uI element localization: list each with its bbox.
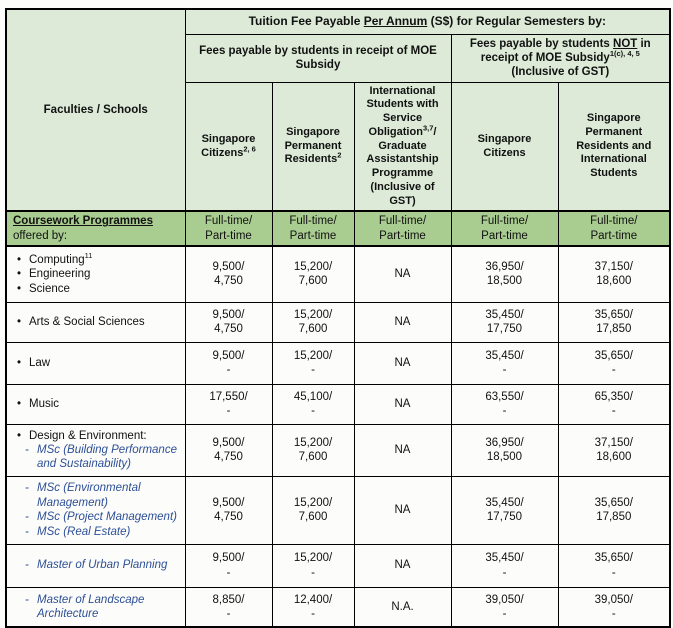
fee-value-cell: [451, 342, 558, 384]
fee-value-cell: [272, 476, 354, 544]
fee-value-cell: [185, 424, 272, 476]
fee-value-line: 4,750: [214, 275, 243, 288]
fee-value-line: 35,450/: [485, 496, 524, 509]
fee-value-cell: [558, 342, 670, 384]
fee-value-line: 15,200/: [293, 308, 333, 321]
fee-value-cell: [558, 424, 670, 476]
fee-value-line: NA: [394, 268, 411, 281]
dash-marker: -: [25, 593, 29, 606]
fee-value-line: 9,500/: [212, 496, 245, 509]
faculties-schools-label: Faculties / Schools: [43, 104, 148, 116]
fee-value-cell: [354, 544, 451, 587]
fee-value-line: -: [502, 405, 507, 418]
fee-value-line: NA: [394, 315, 411, 328]
group-header-moe-subsidy: [185, 34, 451, 82]
table-row: [6, 384, 670, 424]
faculty-name: • Law: [17, 356, 51, 369]
fee-value-line: NA: [394, 559, 411, 572]
fee-value-line: 7,600: [298, 275, 328, 288]
bullet-marker: •: [17, 282, 22, 295]
fee-value-line: NA: [394, 443, 411, 456]
fee-value-cell: [272, 342, 354, 384]
fee-value-cell: [185, 587, 272, 627]
fee-value-line: 7,600: [298, 451, 328, 464]
fee-value-line: 9,500/: [212, 261, 245, 273]
column-header-singapore-citizens-subsidised: Singapore Citizens$^{2, 6}$: [185, 82, 272, 211]
fee-value-line: -: [226, 364, 231, 377]
bullet-marker: •: [17, 356, 22, 369]
dash-marker: -: [25, 511, 29, 524]
fee-value-cell: [354, 342, 451, 384]
fee-value-line: -: [502, 566, 507, 579]
faculty-name: • Science: [17, 282, 70, 295]
fee-value-line: 18,600: [596, 451, 632, 464]
fee-value-line: 18,600: [596, 275, 632, 288]
header-row-title: [6, 9, 670, 34]
group-nonsubsidised-footnote: 1(c), 4, 5: [609, 49, 640, 59]
fee-value-cell: [354, 302, 451, 342]
bullet-marker: •: [17, 315, 22, 328]
fee-value-line: 36,950/: [485, 436, 524, 449]
table-row: [6, 587, 670, 627]
fee-value-cell: [272, 302, 354, 342]
fee-value-line: -: [311, 566, 315, 579]
fee-value-line: 36,950/: [485, 261, 524, 273]
fulltime-parttime-label: Full-time/ Part-time: [272, 211, 354, 246]
fee-value-line: 18,500: [486, 451, 523, 464]
fee-value-line: 35,650/: [594, 308, 633, 321]
fee-value-cell: [451, 544, 558, 587]
group-nonsubsidised-mid: in receipt of MOE Subsidy: [480, 37, 651, 64]
fee-value-cell: [354, 246, 451, 302]
title-text-pre: Tuition Fee Payable: [248, 14, 364, 29]
fee-value-line: 17,850: [596, 511, 632, 524]
column-header-spr-subsidised: Singapore Permanent Residents$^2$: [272, 82, 354, 211]
fee-value-line: 17,850: [596, 323, 632, 336]
programme-name: - MSc (Environmental Management): [25, 482, 141, 509]
offered-by-label: offered by:: [13, 229, 68, 242]
fulltime-parttime-label: Full-time/ Part-time: [558, 211, 670, 246]
fee-value-line: 15,200/: [293, 552, 333, 565]
tuition-fee-sheet: [5, 8, 671, 628]
dash-marker: -: [25, 525, 29, 538]
fulltime-parttime-label: Full-time/ Part-time: [451, 211, 558, 246]
fee-table-body: [6, 246, 670, 627]
coursework-programmes-header: [6, 211, 185, 246]
fee-value-line: 35,450/: [485, 308, 524, 321]
programme-name: - Master of Landscape Architecture: [25, 593, 145, 620]
fee-value-line: 12,400/: [293, 593, 333, 606]
fee-value-line: -: [226, 405, 231, 418]
programme-name: - Master of Urban Planning: [25, 559, 168, 572]
fee-value-cell: [354, 587, 451, 627]
fee-value-line: -: [611, 607, 616, 620]
fulltime-parttime-label: Full-time/ Part-time: [185, 211, 272, 246]
fee-value-line: -: [611, 364, 616, 377]
fee-value-line: 15,200/: [293, 496, 333, 509]
footnote-marker: 2, 6: [243, 143, 256, 153]
fee-value-line: NA: [394, 397, 411, 410]
fee-value-line: -: [311, 405, 315, 418]
fee-value-cell: [185, 246, 272, 302]
group-nonsubsidised-pre: Fees payable by students: [469, 37, 614, 50]
fee-value-line: 37,150/: [594, 261, 633, 273]
fee-value-line: 35,450/: [485, 349, 524, 362]
fee-value-line: -: [311, 364, 315, 377]
faculty-name: • Engineering: [17, 268, 91, 281]
corner-header-faculties-schools: [6, 9, 185, 211]
faculty-name: • Arts & Social Sciences: [17, 315, 145, 328]
fee-value-line: 8,850/: [212, 593, 245, 606]
fee-value-line: 7,600: [298, 323, 328, 336]
fee-value-line: -: [611, 566, 616, 579]
fee-value-cell: [272, 246, 354, 302]
fee-value-cell: [451, 476, 558, 544]
dash-marker: -: [25, 443, 29, 456]
fee-value-cell: [185, 342, 272, 384]
bullet-marker: •: [17, 253, 22, 266]
footnote-marker: 11: [84, 250, 93, 260]
fee-value-cell: [451, 302, 558, 342]
column-header-international-service-obligation: International Students with Service Obligation$^{3,7}$/ Graduate Assistantship Programme (Inclusive of GST): [354, 82, 451, 211]
tuition-fee-table: [5, 8, 671, 628]
dash-marker: -: [25, 482, 29, 495]
fee-value-line: 17,550/: [209, 390, 248, 403]
coursework-programmes-row: [6, 211, 670, 246]
fee-value-cell: [558, 587, 670, 627]
fee-value-line: NA: [394, 356, 411, 369]
title-text-underlined: Per Annum: [363, 14, 428, 29]
fee-value-line: -: [502, 364, 507, 377]
fee-value-cell: [272, 587, 354, 627]
programme-name: - MSc (Building Performance and Sustainability): [25, 443, 177, 471]
group-header-not-moe-subsidy: [451, 34, 670, 82]
column-header-spr-international-nonsubsidised: Singapore Permanent Residents and International Students: [558, 82, 670, 211]
fee-value-line: 65,350/: [594, 390, 633, 403]
fee-value-line: -: [226, 566, 231, 579]
fee-value-line: N.A.: [391, 600, 414, 613]
fee-value-line: 4,750: [214, 451, 243, 464]
fee-value-line: 17,750: [486, 323, 523, 336]
group-nonsubsidised-gst-note: (Inclusive of GST): [511, 66, 610, 79]
table-row: [6, 424, 670, 476]
fee-value-cell: [354, 476, 451, 544]
faculty-cell: [6, 587, 185, 627]
fee-value-line: 45,100/: [293, 390, 333, 403]
faculty-name: • Computing$^{11}$: [17, 250, 93, 266]
fee-value-cell: [558, 246, 670, 302]
faculty-cell: [6, 544, 185, 587]
programme-name: - MSc (Real Estate): [25, 525, 131, 538]
fee-value-cell: [185, 476, 272, 544]
faculty-cell: [6, 342, 185, 384]
fee-value-line: 35,650/: [594, 552, 633, 565]
fee-value-line: 15,200/: [293, 261, 333, 273]
fee-value-cell: [272, 384, 354, 424]
fee-value-cell: [558, 476, 670, 544]
bullet-marker: •: [17, 429, 22, 442]
footnote-marker: 2: [337, 150, 342, 160]
fee-value-line: 9,500/: [212, 308, 245, 321]
footnote-marker: 3,7: [422, 123, 434, 133]
group-nonsubsidised-underlined: NOT: [613, 37, 638, 50]
fee-value-line: 9,500/: [212, 349, 245, 362]
fee-value-line: 15,200/: [293, 349, 333, 362]
fee-value-line: 37,150/: [594, 436, 633, 449]
fee-value-cell: [558, 384, 670, 424]
fee-value-cell: [354, 424, 451, 476]
fee-value-line: 9,500/: [212, 552, 245, 565]
fee-value-line: 39,050/: [594, 593, 633, 606]
column-header-singapore-citizens-nonsubsidised: Singapore Citizens: [451, 82, 558, 211]
faculty-name: • Music: [17, 397, 60, 410]
fee-value-cell: [558, 544, 670, 587]
fee-value-cell: [451, 424, 558, 476]
fee-value-line: 4,750: [214, 323, 243, 336]
fee-value-cell: [185, 302, 272, 342]
fee-value-line: 7,600: [298, 511, 328, 524]
title-text-post: (S$) for Regular Semesters by:: [427, 14, 606, 29]
table-row: [6, 342, 670, 384]
faculty-cell: [6, 424, 185, 476]
fee-value-line: NA: [394, 503, 411, 516]
fee-value-line: 35,450/: [485, 552, 524, 565]
bullet-marker: •: [17, 397, 22, 410]
table-row: [6, 476, 670, 544]
faculty-cell: [6, 384, 185, 424]
fee-value-cell: [272, 544, 354, 587]
fee-value-line: -: [611, 405, 616, 418]
fee-value-line: -: [311, 607, 315, 620]
fee-value-line: -: [226, 607, 231, 620]
fee-value-line: 35,650/: [594, 496, 633, 509]
fee-value-line: 15,200/: [293, 436, 333, 449]
fee-value-cell: [451, 246, 558, 302]
programme-name: - MSc (Project Management): [25, 511, 177, 524]
fee-value-cell: [354, 384, 451, 424]
fee-value-cell: [451, 384, 558, 424]
fee-value-line: 17,750: [486, 511, 523, 524]
table-row: [6, 544, 670, 587]
coursework-programmes-label: Coursework Programmes: [13, 215, 153, 228]
dash-marker: -: [25, 559, 29, 572]
fee-value-line: -: [502, 607, 507, 620]
fee-value-cell: [558, 302, 670, 342]
fee-value-line: 39,050/: [485, 593, 524, 606]
group-subsidised-label: Fees payable by students in receipt of MOE Subsidy: [199, 44, 437, 72]
faculty-cell: [6, 476, 185, 544]
faculty-cell: [6, 302, 185, 342]
bullet-marker: •: [17, 268, 22, 281]
fee-value-cell: [185, 384, 272, 424]
fee-value-cell: [272, 424, 354, 476]
table-title: [185, 9, 670, 34]
fee-value-line: 4,750: [214, 511, 243, 524]
fulltime-parttime-label: Full-time/ Part-time: [354, 211, 451, 246]
faculty-cell: [6, 246, 185, 302]
table-row: [6, 302, 670, 342]
fee-value-line: 9,500/: [212, 436, 245, 449]
table-row: [6, 246, 670, 302]
fee-value-cell: [451, 587, 558, 627]
fee-value-line: 63,550/: [485, 390, 524, 403]
fee-value-line: 35,650/: [594, 349, 633, 362]
fee-value-line: 18,500: [486, 275, 523, 288]
faculty-name: • Design & Environment:: [17, 429, 147, 442]
fee-value-cell: [185, 544, 272, 587]
